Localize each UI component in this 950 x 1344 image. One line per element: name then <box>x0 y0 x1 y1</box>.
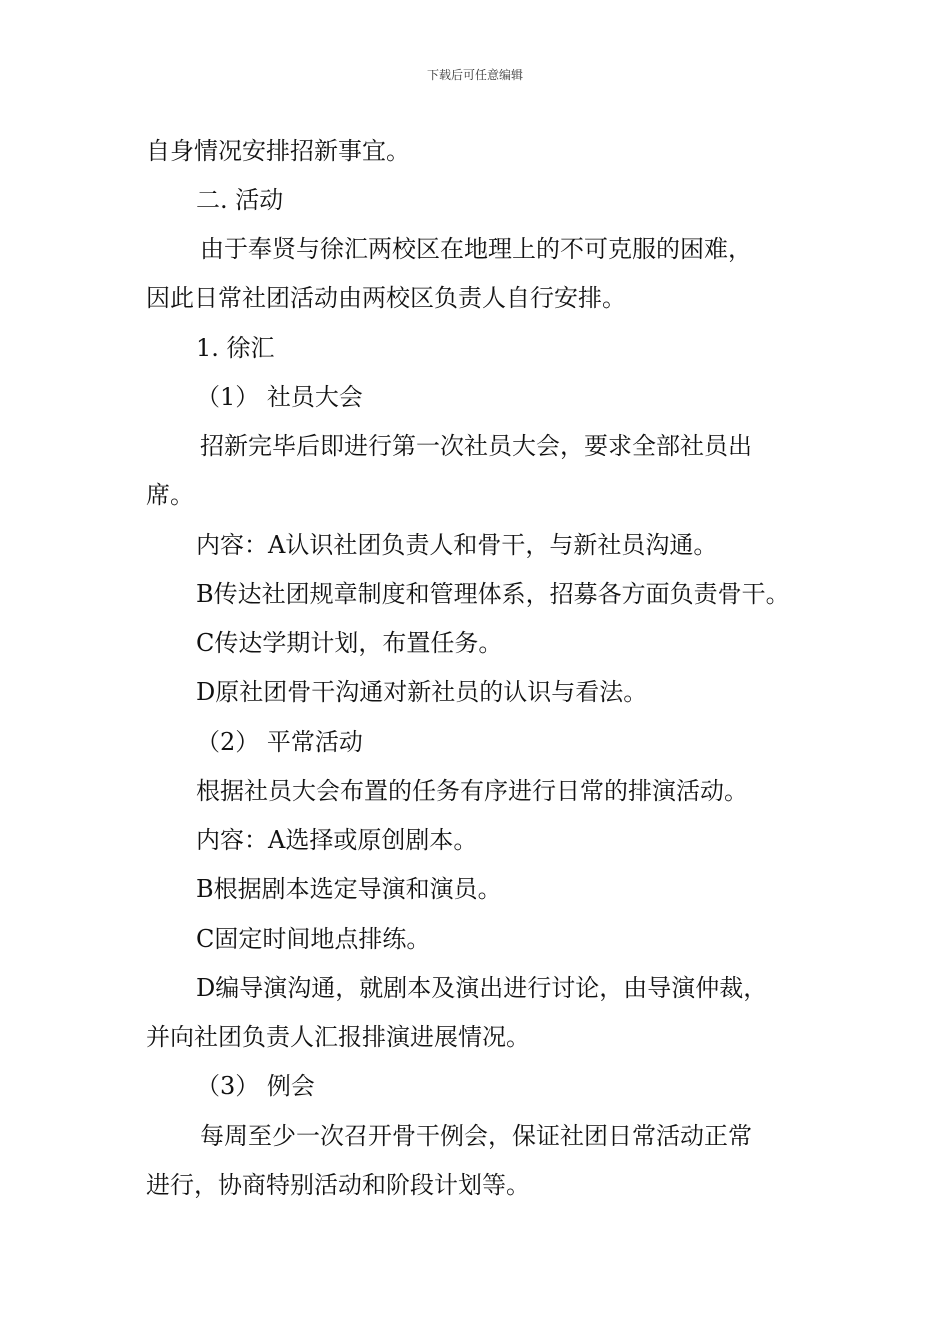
text-line: B传达社团规章制度和管理体系，招募各方面负责骨干。 <box>196 580 790 608</box>
text-line: 内容：A认识社团负责人和骨干，与新社员沟通。 <box>196 531 718 559</box>
text-line: D原社团骨干沟通对新社员的认识与看法。 <box>196 678 648 706</box>
text-line: C传达学期计划，布置任务。 <box>196 629 503 657</box>
section-heading: 二. 活动 <box>196 186 284 214</box>
item-heading: （2） 平常活动 <box>196 728 363 756</box>
text-line: 自身情况安排招新事宜。 <box>146 137 410 165</box>
text-line: 招新完毕后即进行第一次社员大会，要求全部社员出 <box>200 432 752 460</box>
page-header: 下载后可任意编辑 <box>426 68 523 82</box>
text-line: 席。 <box>146 481 194 509</box>
subsection-heading: 1. 徐汇 <box>196 334 275 362</box>
text-line: C固定时间地点排练。 <box>196 925 431 953</box>
text-line: 内容：A选择或原创剧本。 <box>196 826 478 854</box>
text-line: D编导演沟通，就剧本及演出进行讨论，由导演仲裁， <box>196 974 768 1002</box>
text-line: 因此日常社团活动由两校区负责人自行安排。 <box>146 284 626 312</box>
text-line: 进行，协商特别活动和阶段计划等。 <box>146 1171 530 1199</box>
item-heading: （3） 例会 <box>196 1072 315 1100</box>
text-line: B根据剧本选定导演和演员。 <box>196 875 502 903</box>
text-line: 根据社员大会布置的任务有序进行日常的排演活动。 <box>196 777 748 805</box>
text-line: 每周至少一次召开骨干例会，保证社团日常活动正常 <box>200 1122 752 1150</box>
text-line: 并向社团负责人汇报排演进展情况。 <box>146 1023 530 1051</box>
text-line: 由于奉贤与徐汇两校区在地理上的不可克服的困难， <box>200 235 752 263</box>
item-heading: （1） 社员大会 <box>196 383 363 411</box>
